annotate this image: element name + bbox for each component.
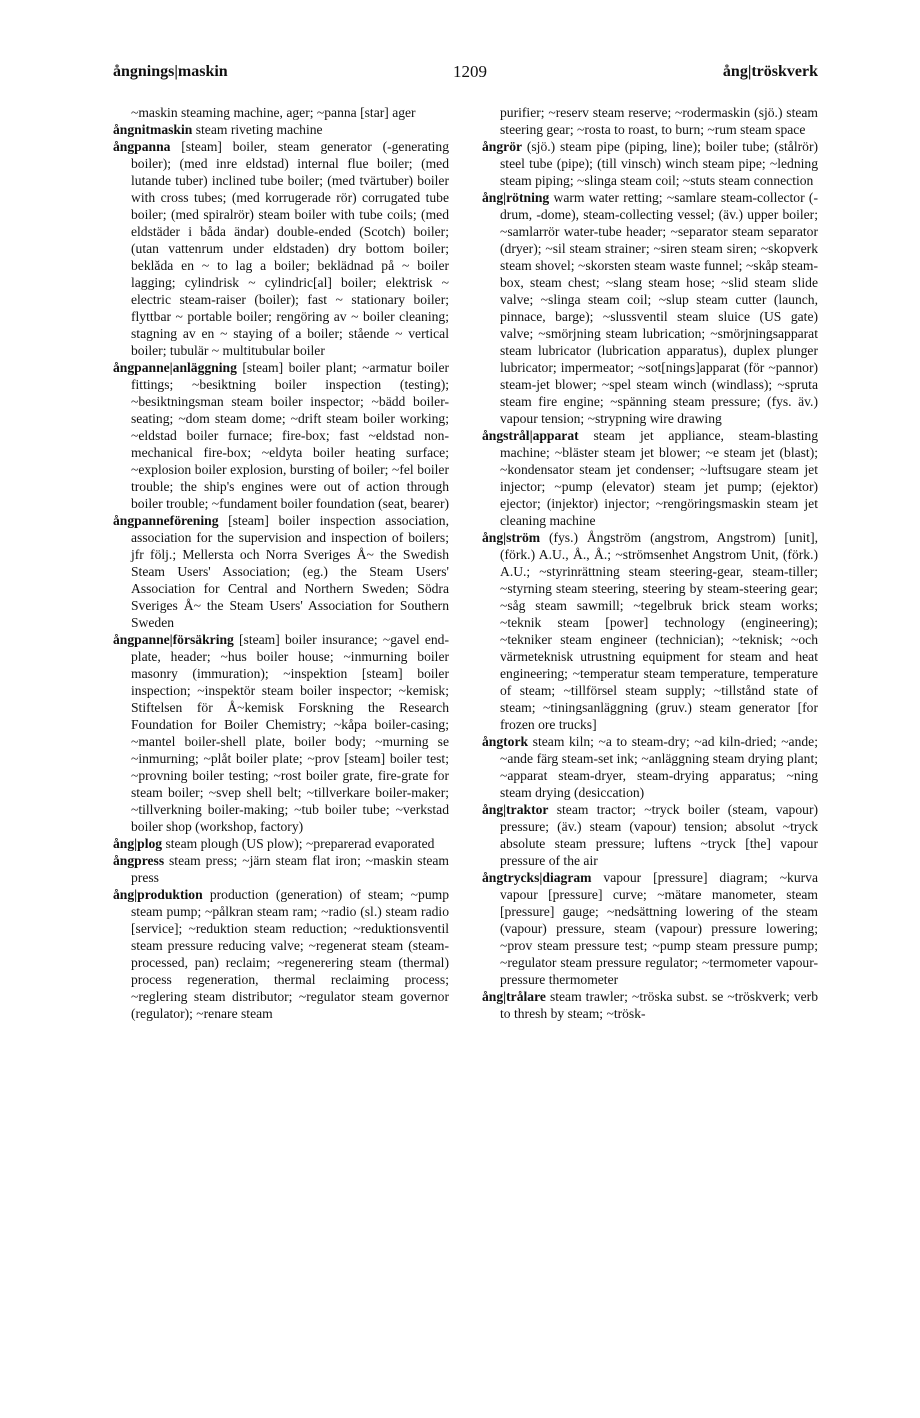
dictionary-entry: ång|rötning warm water retting; ~samlare steam-collector (-drum, -dome), steam-collecting vessel; (äv.) upper boiler; ~samlarrör water-tube header; ~separator steam separator (dryer); ~sil steam strainer; ~siren steam siren; ~skopverk steam shovel; ~skorsten steam waste funnel; ~skåp steam-box, steam chest; ~slang steam hose; ~slid steam slide valve; ~slinga steam coil; ~slup steam cutter (launch, pinnace, barge); ~slussventil steam sluice (US gate) valve; ~smörjning steam lubrication; ~smörjningsapparat steam lubricator (lubrication apparatus), duplex plunger lubricator; impermeator; ~sot[nings]apparat (för ~pannor) steam-jet blower; ~spel steam winch (windlass); ~spruta steam fire engine; ~spänning steam pressure; (fys. äv.) vapour tension; ~strypning wire drawing	[482, 190, 818, 426]
dictionary-entry: ång|ström (fys.) Ångström (angstrom, Angstrom) [unit], (förk.) A.U., Å., Å.; ~strömsenhet Angstrom Unit, (förk.) A.U.; ~styrinrättning steam steering-gear, steam-tiller; ~styrning steam steering, steering by steam-steering gear; ~såg steam sawmill; ~tegelbruk brick steam works; ~teknik steam [power] technology (engineering); ~tekniker steam engineer (technician); ~teknisk; ~och värmeteknisk utrustning equipment for steam and heat engineering; ~temperatur steam temperature, temperature of steam; ~tillförsel steam supply; ~tillstånd state of steam; ~tiningsanläggning (gruv.) steam generator [for frozen ore trucks]	[482, 530, 818, 732]
dictionary-entry: purifier; ~reserv steam reserve; ~rodermaskin (sjö.) steam steering gear; ~rosta to roast, to burn; ~rum steam space	[500, 105, 818, 137]
dictionary-entry: ~maskin steaming machine, ager; ~panna [star] ager	[131, 105, 416, 120]
headword: ång|trålare	[482, 989, 546, 1004]
headword: ång|plog	[113, 836, 163, 851]
dictionary-entry: ångrör (sjö.) steam pipe (piping, line); boiler tube; (stålrör) steel tube (pipe); (till vinsch) winch steam pipe; ~ledning steam piping; ~slinga steam coil; ~stuts steam connection	[482, 139, 818, 188]
headword: ångpress	[113, 853, 165, 868]
headword: ång|traktor	[482, 802, 549, 817]
dictionary-entry: ång|trålare steam trawler; ~tröska subst. se ~tröskverk; verb to thresh by steam; ~trösk-	[482, 989, 818, 1021]
headword: ång|produktion	[113, 887, 203, 902]
dictionary-entry: ångtork steam kiln; ~a to steam-dry; ~ad kiln-dried; ~ande; ~ande färg steam-set ink; ~anläggning steam drying plant; ~apparat steam-dryer, steam-drying apparatus; ~ning steam drying (desiccation)	[482, 734, 818, 800]
headword: ångnitmaskin	[113, 122, 193, 137]
headword: ångpanne|anläggning	[113, 360, 237, 375]
right-column	[482, 104, 818, 1022]
dictionary-entry: ångpanna [steam] boiler, steam generator (-generating boiler); (med inre eldstad) internal flue boiler; (med lutande tuber) inclined tube boiler; (med tvärtuber) boiler with cross tubes; (med korrugerade rör) corrugated tube boiler; (med spiralrör) steam boiler with tube coils; (med eldstäder i båda ändar) double-ended (Scotch) boiler; (utan vattenrum under eldstaden) dry bottom boiler; beklăda en ~ to lag a boiler; beklädnad på ~ boiler lagging; cylindrisk ~ cylindric[al] boiler; elektrisk ~ electric steam-raiser (boiler); fast ~ stationary boiler; flyttbar ~ portable boiler; rengöring av ~ boiler cleaning; stagning av en ~ staying of a boiler; stående ~ vertical boiler; tubulär ~ multitubular boiler	[113, 139, 449, 358]
dictionary-entry: ångnitmaskin steam riveting machine	[113, 122, 323, 137]
dictionary-entry: ångpanne|försäkring [steam] boiler insurance; ~gavel end-plate, header; ~hus boiler house; ~inmurning boiler masonry (immuration); ~inspektion [steam] boiler inspection; ~inspektör steam boiler inspector; ~kemisk; Stiftelsen för Å~kemisk Forskning the Research Foundation for Boiler Chemistry; ~kåpa boiler-casing; ~mantel boiler-shell plate, boiler body; ~murning se ~inmurning; ~plåt boiler plate; ~prov [steam] boiler test; ~provning boiler testing; ~rost boiler grate, fire-grate for steam boiler; ~svep shell belt; ~tillverkare boiler-maker; ~tillverkning boiler-making; ~tub boiler tube; ~verkstad boiler shop (workshop, factory)	[113, 632, 449, 834]
dictionary-entry: ång|plog steam plough (US plow); ~preparerad evaporated	[113, 836, 435, 851]
page-number: 1209	[453, 62, 487, 81]
headword: ångpanne|försäkring	[113, 632, 234, 647]
dictionary-entry: ångtrycks|diagram vapour [pressure] diagram; ~kurva vapour [pressure] curve; ~mätare manometer, steam [pressure] gauge; ~nedsättning lowering of the steam (vapour) pressure, steam (vapour) pressure lowering; ~prov steam pressure test; ~pump steam pressure pump; ~regulator steam pressure regulator; ~termometer vapour-pressure thermometer	[482, 870, 818, 987]
dictionary-entry: ångpress steam press; ~järn steam flat iron; ~maskin steam press	[113, 853, 449, 885]
headword: ångpanna	[113, 139, 171, 154]
dictionary-entry: ångpanne|anläggning [steam] boiler plant; ~armatur boiler fittings; ~besiktning boiler inspection (testing); ~besiktningsman steam boiler inspector; ~bädd boiler-seating; ~dom steam dome; ~drift steam boiler working; ~eldstad boiler furnace; fire-box; fast ~eldstad non-mechanical fire-box; ~eldyta boiler heating surface; ~explosion boiler explosion, bursting of boiler; ~fel boiler trouble; the ship's engines were out of action through boiler trouble; ~fundament boiler foundation (seat, bearer)	[113, 360, 450, 511]
headword: ångtrycks|diagram	[482, 870, 592, 885]
headword: ång|rötning	[482, 190, 550, 205]
headword: ång|ström	[482, 530, 541, 545]
running-head-left: ångnings|maskin	[113, 63, 228, 80]
dictionary-entry: ångpanneförening [steam] boiler inspection association, association for the supervision and inspection of boilers; jfr följ.; Mellersta och Norra Sveriges Å~ the Swedish Steam Users' Association; (eg.) the Steam Users' Association for Central and Northern Sweden; Södra Sveriges Å~ the Steam Users' Association for Southern Sweden	[113, 513, 449, 630]
dictionary-entry: ångstrål|apparat steam jet appliance, steam-blasting machine; ~bläster steam jet blower; ~e steam jet (blast); ~kondensator steam jet condenser; ~luftsugare steam jet injector; ~pump (elevator) steam jet pump; (ejektor) ejector; (injektor) injector; ~rengöringsmaskin steam jet cleaning machine	[482, 428, 818, 528]
headword: ångpanneförening	[113, 513, 219, 528]
dictionary-entry: ång|produktion production (generation) of steam; ~pump steam pump; ~pålkran steam ram; ~radio (sl.) steam radio [service]; ~reduktion steam reduction; ~reduktionsventil steam pressure reducing valve; ~regenerat steam (steam-processed, pan) reclaim; ~regenerering steam (thermal) process regeneration, thermal reclaiming process; ~reglering steam distributor; ~regulator steam governor (regulator); ~renare steam	[113, 887, 449, 1021]
dictionary-entry: ång|traktor steam tractor; ~tryck boiler (steam, vapour) pressure; (äv.) steam (vapour) tension; absolut ~tryck absolute steam pressure; luftens ~tryck [the] vapour pressure of the air	[482, 802, 818, 868]
headword: ångstrål|apparat	[482, 428, 579, 443]
left-column	[113, 104, 449, 1022]
running-head-right: ång|tröskverk	[722, 63, 818, 80]
headword: ångrör	[482, 139, 523, 154]
headword: ångtork	[482, 734, 529, 749]
